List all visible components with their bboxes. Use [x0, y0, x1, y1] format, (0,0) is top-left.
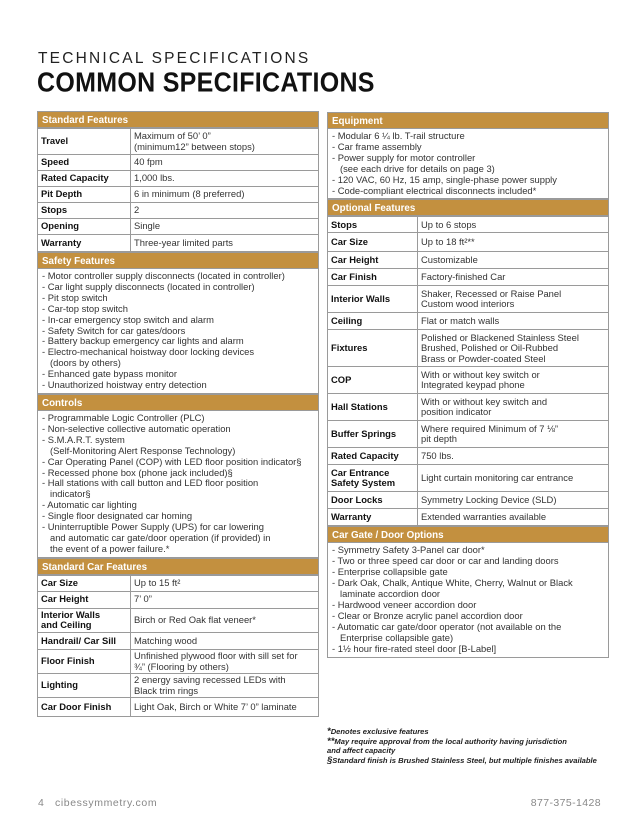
spec-label: Car Height	[328, 252, 418, 269]
footnote-approval: **May require approval from the local authority having jurisdiction	[327, 735, 567, 747]
table-row	[38, 129, 319, 155]
spec-value: Matching wood	[131, 632, 319, 649]
spec-label: Lighting	[38, 674, 131, 698]
table-row	[38, 575, 319, 591]
list-item: Enterprise collapsible gate)	[340, 631, 454, 643]
list-item: - Non-selective collective automatic operation	[42, 422, 231, 434]
table-row	[328, 217, 609, 233]
list-item: - Pit stop switch	[42, 291, 108, 303]
spec-value: Shaker, Recessed or Raise Panel Custom wood interiors	[418, 286, 609, 313]
optional-features-header: Optional Features	[327, 199, 609, 216]
table-row	[328, 233, 609, 252]
spec-label: Floor Finish	[38, 649, 131, 673]
list-item: - Enterprise collapsible gate	[332, 566, 448, 578]
list-item: - 1½ hour fire-rated steel door [B-Label]	[332, 642, 497, 654]
table-row	[38, 608, 319, 632]
table-row	[328, 330, 609, 367]
list-item: - Electro-mechanical hoistway door locking devices	[42, 346, 255, 358]
spec-label: Car Size	[328, 233, 418, 252]
spec-value: With or without key switch and position indicator	[418, 394, 609, 421]
spec-label: Car Finish	[328, 269, 418, 286]
table-row	[38, 203, 319, 219]
list-item: - Car light supply disconnects (located in controller)	[42, 280, 255, 292]
list-item: - In-car emergency stop switch and alarm	[42, 313, 214, 325]
website-link[interactable]: cibessymmetry.com	[55, 797, 158, 809]
list-item: - Recessed phone box (phone jack included)§	[42, 466, 233, 478]
list-item: - Enhanced gate bypass monitor	[42, 368, 177, 380]
spec-label: Warranty	[328, 509, 418, 526]
table-row	[328, 286, 609, 313]
table-row	[38, 649, 319, 673]
optional-features-table	[327, 216, 609, 526]
list-item: - Clear or Bronze acrylic panel accordion door	[332, 609, 523, 621]
table-row	[328, 448, 609, 465]
spec-value: Maximum of 50’ 0” (minimum12” between stops)	[131, 129, 319, 155]
spec-value: 40 fpm	[131, 155, 319, 171]
list-item: - Symmetry Safety 3-Panel car door*	[332, 544, 485, 556]
spec-value: Flat or match walls	[418, 313, 609, 330]
spec-value: Customizable	[418, 252, 609, 269]
footnote-finish: §Standard finish is Brushed Stainless Steel, but multiple finishes available	[327, 754, 597, 766]
spec-value: Light Oak, Birch or White 7’ 0” laminate	[131, 698, 319, 717]
spec-value: Factory-finished Car	[418, 269, 609, 286]
spec-label: Travel	[38, 129, 131, 155]
list-item: - Dark Oak, Chalk, Antique White, Cherry, Walnut or Black	[332, 577, 573, 589]
car-gate-options-header: Car Gate / Door Options	[327, 526, 609, 543]
right-column	[327, 112, 609, 658]
list-item: - Battery backup emergency car lights and alarm	[42, 335, 244, 347]
table-row	[38, 171, 319, 187]
spec-label: COP	[328, 367, 418, 394]
phone-number: 877-375-1428	[530, 797, 601, 809]
list-item: - Automatic car gate/door operator (not available on the	[332, 620, 562, 632]
spec-label: Rated Capacity	[328, 448, 418, 465]
equipment-list	[327, 129, 609, 199]
spec-label: Opening	[38, 219, 131, 235]
table-row	[328, 313, 609, 330]
list-item: - 120 VAC, 60 Hz, 15 amp, single-phase power supply	[332, 173, 557, 185]
footer-left	[38, 797, 157, 809]
list-item: - Hall stations with call button and LED floor position	[42, 477, 259, 489]
controls-list	[37, 411, 319, 558]
spec-label: Car Size	[38, 575, 131, 591]
spec-label: Interior Walls and Ceiling	[38, 608, 131, 632]
table-row	[328, 421, 609, 448]
table-row	[38, 591, 319, 608]
spec-label: Pit Depth	[38, 187, 131, 203]
spec-value: Up to 6 stops	[418, 217, 609, 233]
spec-value: 1,000 lbs.	[131, 171, 319, 187]
list-item: - Car-top stop switch	[42, 302, 128, 314]
safety-features-list	[37, 269, 319, 394]
list-item: - S.M.A.R.T. system	[42, 433, 125, 445]
spec-label: Interior Walls	[328, 286, 418, 313]
spec-label: Stops	[38, 203, 131, 219]
spec-label: Stops	[328, 217, 418, 233]
list-item: - Motor controller supply disconnects (located in controller)	[42, 270, 285, 281]
spec-value: Extended warranties available	[418, 509, 609, 526]
left-column	[37, 111, 319, 717]
page-number: 4	[38, 797, 45, 809]
table-row	[328, 509, 609, 526]
page-title: COMMON SPECIFICATIONS	[37, 67, 375, 99]
standard-features-header: Standard Features	[37, 111, 319, 128]
list-item: indicator§	[50, 488, 91, 500]
list-item: (see each drive for details on page 3)	[340, 162, 495, 174]
car-gate-options-list	[327, 543, 609, 657]
list-item: the event of a power failure.*	[50, 542, 170, 554]
table-row	[38, 219, 319, 235]
spec-value: Birch or Red Oak flat veneer*	[131, 608, 319, 632]
spec-value: 2 energy saving recessed LEDs with Black trim rings	[131, 674, 319, 698]
spec-value: Where required Minimum of 7 ⅛” pit depth	[418, 421, 609, 448]
spec-value: Unfinished plywood floor with sill set for ¾” (Flooring by others)	[131, 649, 319, 673]
list-item: - Uninterruptible Power Supply (UPS) for car lowering	[42, 521, 264, 533]
table-row	[328, 465, 609, 492]
table-row	[328, 367, 609, 394]
spec-label: Buffer Springs	[328, 421, 418, 448]
spec-value: 750 lbs.	[418, 448, 609, 465]
table-row	[38, 674, 319, 698]
spec-label: Fixtures	[328, 330, 418, 367]
list-item: (Self-Monitoring Alert Response Technology)	[50, 444, 236, 456]
table-row	[328, 252, 609, 269]
spec-value: Light curtain monitoring car entrance	[418, 465, 609, 492]
spec-label: Handrail/ Car Sill	[38, 632, 131, 649]
spec-value: Up to 15 ft²	[131, 575, 319, 591]
table-row	[38, 235, 319, 252]
standard-car-features-header: Standard Car Features	[37, 558, 319, 575]
spec-label: Car Door Finish	[38, 698, 131, 717]
spec-value: With or without key switch or Integrated keypad phone	[418, 367, 609, 394]
list-item: (doors by others)	[50, 357, 121, 369]
spec-label: Rated Capacity	[38, 171, 131, 187]
list-item: - Modular 6 ¼ lb. T-rail structure	[332, 130, 465, 141]
list-item: - Safety Switch for car gates/doors	[42, 324, 186, 336]
spec-value: Polished or Blackened Stainless Steel Brushed, Polished or Oil-Rubbed Brass or Powder-coated Steel	[418, 330, 609, 367]
safety-features-header: Safety Features	[37, 252, 319, 269]
spec-value: Single	[131, 219, 319, 235]
spec-value: 2	[131, 203, 319, 219]
table-row	[38, 698, 319, 717]
list-item: - Hardwood veneer accordion door	[332, 598, 477, 610]
page-supertitle: TECHNICAL SPECIFICATIONS	[38, 50, 311, 67]
spec-label: Speed	[38, 155, 131, 171]
footnote-exclusive: *Denotes exclusive features	[327, 726, 429, 737]
spec-value: 7’ 0”	[131, 591, 319, 608]
list-item: laminate accordion door	[340, 588, 441, 600]
table-row	[38, 155, 319, 171]
list-item: - Programmable Logic Controller (PLC)	[42, 411, 205, 423]
table-row	[38, 187, 319, 203]
footnote-approval-cont: and affect capacity	[327, 746, 396, 756]
equipment-header: Equipment	[327, 112, 609, 129]
controls-header: Controls	[37, 394, 319, 411]
footnotes	[327, 727, 607, 765]
list-item: - Automatic car lighting	[42, 499, 137, 511]
spec-value: 6 in minimum (8 preferred)	[131, 187, 319, 203]
spec-label: Ceiling	[328, 313, 418, 330]
list-item: - Code-compliant electrical disconnects included*	[332, 184, 537, 196]
spec-value: Symmetry Locking Device (SLD)	[418, 492, 609, 509]
spec-value: Up to 18 ft²**	[418, 233, 609, 252]
list-item: - Two or three speed car door or car and landing doors	[332, 555, 559, 567]
table-row	[328, 492, 609, 509]
spec-label: Car Entrance Safety System	[328, 465, 418, 492]
standard-features-table	[37, 128, 319, 252]
table-row	[38, 632, 319, 649]
spec-label: Car Height	[38, 591, 131, 608]
spec-value: Three-year limited parts	[131, 235, 319, 252]
spec-label: Hall Stations	[328, 394, 418, 421]
spec-label: Door Locks	[328, 492, 418, 509]
list-item: - Car frame assembly	[332, 140, 422, 152]
list-item: - Single floor designated car homing	[42, 510, 193, 522]
spec-label: Warranty	[38, 235, 131, 252]
list-item: and automatic car gate/door operation (if provided) in	[50, 531, 271, 543]
standard-car-features-table	[37, 575, 319, 718]
table-row	[328, 269, 609, 286]
list-item: - Car Operating Panel (COP) with LED floor position indicator§	[42, 455, 302, 467]
table-row	[328, 394, 609, 421]
list-item: - Unauthorized hoistway entry detection	[42, 379, 207, 391]
list-item: - Power supply for motor controller	[332, 151, 476, 163]
